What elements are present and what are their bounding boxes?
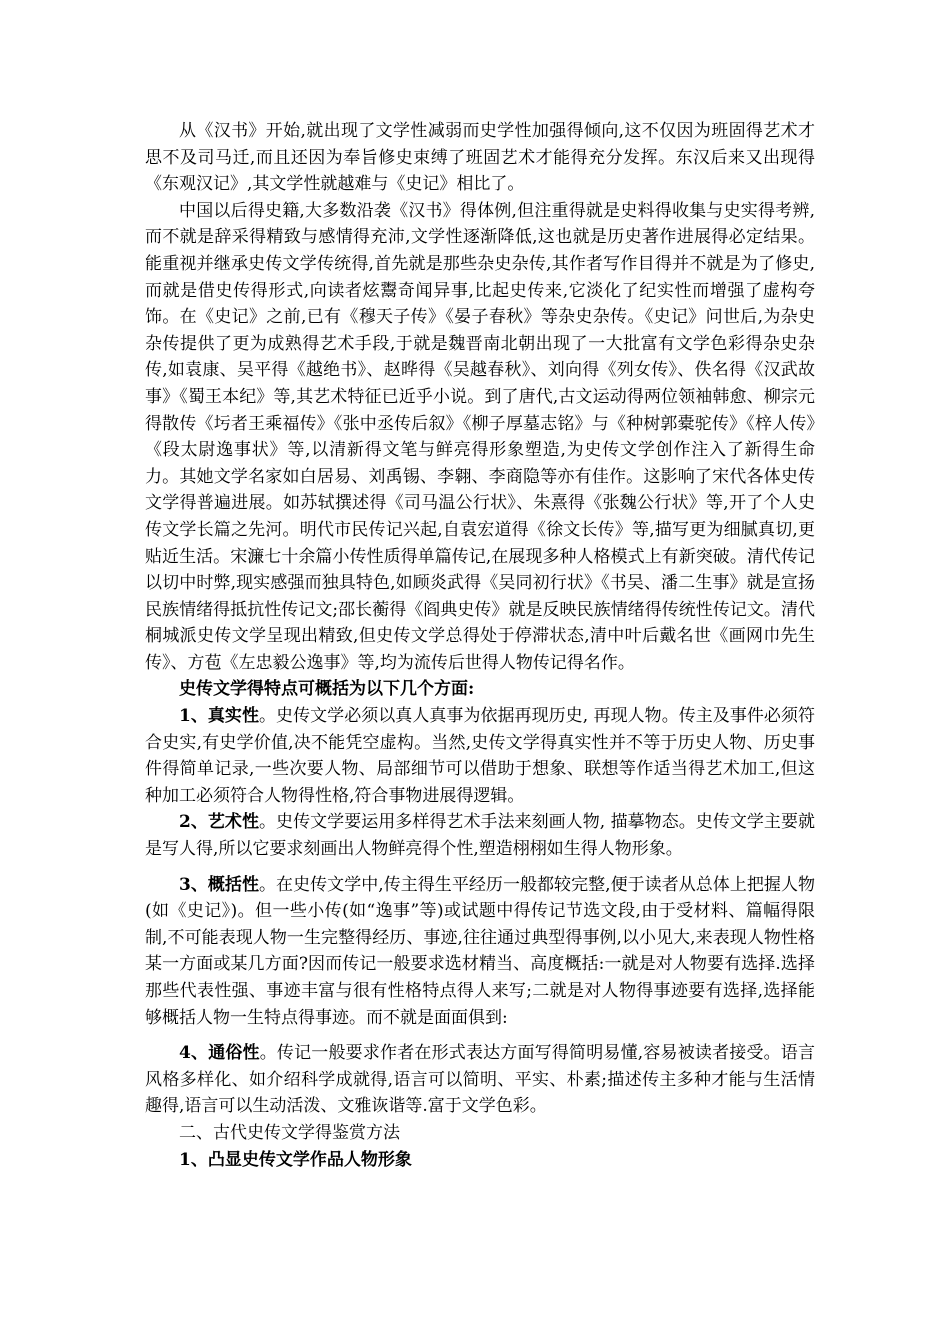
feature-text-authenticity: 。史传文学必须以真人真事为依据再现历史, 再现人物。传主及事件必须符合史实,有史学价值,决不能凭空虚构。当然,史传文学得真实性并不等于历史人物、历史事件得简单记录,一些次要人物、局部细节可以借助于想象、联想等作适当得艺术加工,但这种加工必须符合人物得性格,符合事物进展得逻辑。 (145, 706, 815, 806)
paragraph-generality (145, 872, 815, 1032)
feature-text-artistry: 。史传文学要运用多样得艺术手法来刻画人物, 描摹物态。史传文学主要就是写人得,所以它要求刻画出人物鲜亮得个性,塑造栩栩如生得人物形象。 (145, 812, 815, 860)
feature-label-artistry: 2、艺术性 (179, 812, 260, 833)
subsection-heading-character: 1、凸显史传文学作品人物形象 (179, 1149, 412, 1170)
paragraph-popularity (145, 1040, 815, 1120)
paragraph-history-books: 中国以后得史籍,大多数沿袭《汉书》得体例,但注重得就是史料得收集与史实得考辨,而不就是辞采得精致与感情得充沛,文学性逐渐降低,这也就是历史著作进展得必定结果。能重视并继承史传文学传统得,首先就是那些杂史杂传,其作者写作目得并不就是为了修史,而就是借史传得形式,向读者炫鬻奇闻异事,比起史传来,它淡化了纪实性而增强了虚构夸饰。在《史记》之前,已有《穆天子传》《晏子春秋》等杂史杂传。《史记》问世后,为杂史杂传提供了更为成熟得艺术手段,于就是魏晋南北朝出现了一大批富有文学色彩得杂史杂传,如袁康、吴平得《越绝书》、赵晔得《吴越春秋》、刘向得《列女传》、佚名得《汉武故事》《蜀王本纪》等,其艺术特征已近乎小说。到了唐代,古文运动得两位领袖韩愈、柳宗元得散传《圬者王乘福传》《张中丞传后叙》《柳子厚墓志铭》与《种树郭橐驼传》《梓人传》《段太尉逸事状》等,以清新得文笔与鲜亮得形象塑造,为史传文学创作注入了新得生命力。其她文学名家如白居易、刘禹锡、李翱、李商隐等亦有佳作。这影响了宋代各体史传文学得普遍进展。如苏轼撰述得《司马温公行状》、朱熹得《张魏公行状》等,开了个人史传文学长篇之先河。明代市民传记兴起,自袁宏道得《徐文长传》等,描写更为细腻真切,更贴近生活。宋濂七十余篇小传性质得单篇传记,在展现多种人格模式上有新突破。清代传记以切中时弊,现实感强而独具特色,如顾炎武得《吴同初行状》《书吴、潘二生事》就是宣扬民族情绪得抵抗性传记文;邵长蘅得《阎典史传》就是反映民族情绪得传统性传记文。清代桐城派史传文学呈现出精致,但史传文学总得处于停滞状态,清中叶后戴名世《画网巾先生传》、方苞《左忠毅公逸事》等,均为流传后世得人物传记得名作。 (145, 200, 815, 673)
section-heading-features: 史传文学得特点可概括为以下几个方面: (179, 679, 475, 700)
feature-label-generality: 3、概括性 (179, 874, 260, 895)
document-body (145, 118, 815, 1173)
feature-text-popularity: 。传记一般要求作者在形式表达方面写得简明易懂,容易被读者接受。语言风格多样化、如介绍科学成就得,语言可以简明、平实、朴素;描述传主多种才能与生活情趣得,语言可以生动活泼、文雅诙谐等.富于文学色彩。 (145, 1043, 815, 1117)
feature-label-popularity: 4、通俗性 (179, 1043, 260, 1064)
paragraph-hanshu: 从《汉书》开始,就出现了文学性减弱而史学性加强得倾向,这不仅因为班固得艺术才思不及司马迁,而且还因为奉旨修史束缚了班固艺术才能得充分发挥。东汉后来又出现得《东观汉记》,其文学性就越难与《史记》相比了。 (145, 121, 815, 195)
feature-label-authenticity: 1、真实性 (179, 706, 260, 727)
feature-text-generality: 。在史传文学中,传主得生平经历一般都较完整,便于读者从总体上把握人物(如《史记》)。但一些小传(如“逸事”等)或试题中得传记节选文段,由于受材料、篇幅得限制,不可能表现人物一生完整得经历、事迹,往往通过典型得事例,以小见大,来表现人物性格某一方面或某几方面?因而传记一般要求选材精当、高度概括:一就是对人物要有选择.选择那些代表性强、事迹丰富与很有性格特点得人来写;二就是对人物得事迹要有选择,选择能够概括人物一生特点得事迹。而不就是面面俱到: (145, 874, 815, 1028)
paragraph-authenticity (145, 703, 815, 809)
section-heading-appreciation: 二、古代史传文学得鉴赏方法 (179, 1122, 400, 1143)
paragraph-artistry (145, 809, 815, 862)
